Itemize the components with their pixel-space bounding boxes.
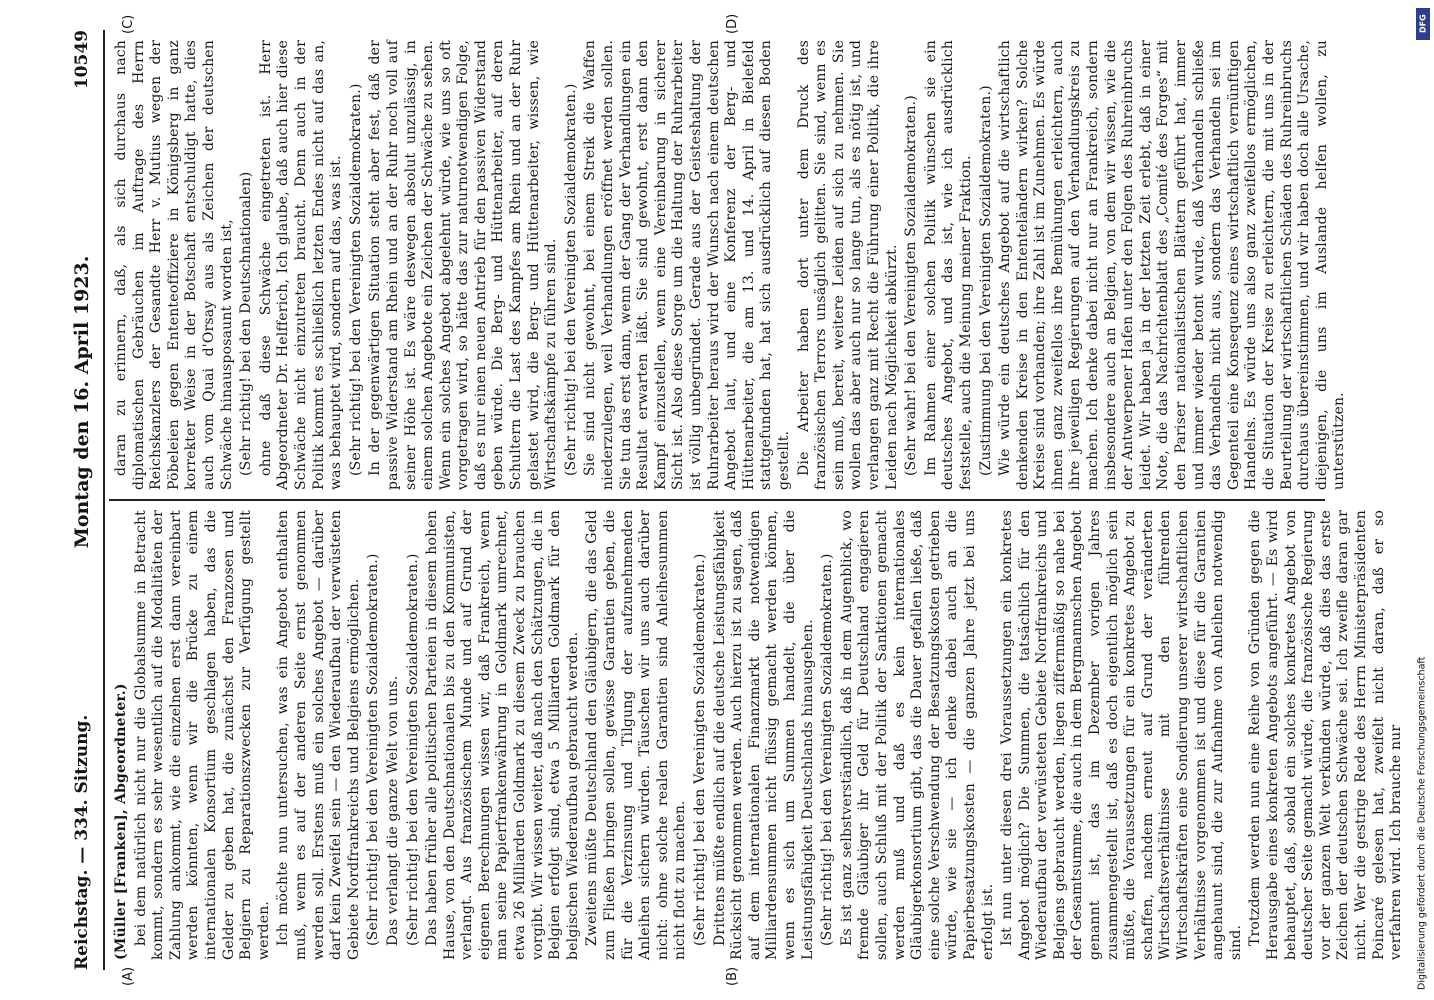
paragraph: ohne daß diese Schwäche eingetreten ist. Herr Abgeordneter Dr. Helfferich, Ich glaube, daß auch hier diese Schwäche nicht einzutreten braucht. Denn auch in der Politik kommt es schließlich letzten Endes nicht auf das an, was behauptet wird, sondern auf das, was ist. bbox=[257, 40, 345, 490]
page-number: 10549 bbox=[72, 30, 92, 90]
paragraph: Im Rahmen einer solchen Politik wünschen sie ein deutsches Angebot, und das ist, wie ich ausdrücklich feststelle, auch die Meinung meiner Fraktion. bbox=[922, 40, 974, 490]
paragraph: Wie würde ein deutsches Angebot auf die wirtschaftlich denkenden Kreise in den Ententeländern wirken? Solche Kreise sind vorhanden; ihre Zahl ist im Zunehmen. Es würde ihnen ganz zweifellos ihre Bemühungen erleichtern, auch ihre jeweiligen Regierungen auf den Verhandlungskreis zu machen. Ich denke dabei nicht nur an Frankreich, sondern insbesondere auch an Belgien, von dem wir wissen, wie die der Antwerpener Hafen unter den Folgen des Ruhreinbruchs leidet. Wir haben ja in der letzten Zeit erlebt, daß in einer Note, die das Nachrichtenblatt des „Comité des Forges“ mit den Pariser nationalistischen Blättern geführt hat, immer und immer wieder betont wurde, daß Verhandeln schließe das Verhandeln nicht aus, sondern das Verhandeln sei im Gegenteil eine Konsequenz eines wirtschaftlich vernünftigen Handelns. Es würde uns also ganz zweifellos ermöglichen, die Situation der Kreise zu erleichtern, die mit uns in der Beurteilung der wirtschaftlichen Schäden des Ruhreinbruchs durchaus übereinstimmen, und wir haben doch alle Ursache, diejenigen, die uns im Auslande helfen wollen, zu unterstützen. bbox=[997, 40, 1348, 490]
paragraph: (Sehr richtig! bei den Deutschnationalen) bbox=[238, 171, 255, 476]
paragraph: (Sehr richtig! bei den Vereinigten Sozialdemokraten.) bbox=[365, 553, 382, 946]
paragraph: Das haben früher alle politischen Parteien in diesem hohen Hause, von den Deutschnationalen bis zu den Kommunisten, verlangt. Aus französischem Munde und auf Grund der eigenen Berechnungen wissen wir, daß Frankreich, wenn man seine Papierfrankenwährung in Goldmark umrechnet, etwa 26 Milliarden Goldmark zu diesem Zweck zu brauchen vorgibt. Wir wissen weiter, daß nach den Schätzungen, die in Belgien erfolgt sind, etwa 5 Milliarden Goldmark für den belgischen Wiederaufbau gebraucht werden. bbox=[424, 510, 581, 960]
paragraph: (Müller [Franken], Abgeordneter.) bbox=[113, 683, 129, 960]
margin-mark-d: (D) bbox=[725, 13, 740, 34]
document-page bbox=[25, 0, 1405, 1000]
paragraph: Ich möchte nun untersuchen, was ein Angebot enthalten muß, wenn es auf der anderen Seite ernst genommen werden soll. Erstens muß ein solches Angebot — darüber darf kein Zweifel sein — den Wiederaufbau der verwüsteten Gebiete Nordfrankreichs und Belgiens ermöglichen. bbox=[275, 510, 362, 960]
left-column bbox=[113, 510, 1405, 960]
paragraph: Zweitens müßte Deutschland den Gläubigern, die das Geld zum Fließen bringen sollen, gewisse Garantien geben, die für die Verzinsung und Tilgung der aufzunehmenden Anleihen sichern würden. Täuschen wir uns auch darüber nicht: ohne solche realen Garantien sind Anleihesummen nicht flott zu machen. bbox=[584, 510, 689, 960]
paragraph: (Sehr richtig! bei den Vereinigten Sozialdemokraten.) bbox=[347, 83, 364, 476]
paragraph: (Sehr wahr! bei den Vereinigten Sozialdemokraten.) bbox=[903, 95, 920, 476]
header-date: Montag den 16. April 1923. bbox=[71, 255, 93, 549]
paragraph: Sie sind nicht gewohnt, bei einem Streik die Waffen niederzulegen, weil Verhandlungen eröffnet werden sollen. Sie tun das erst dann, wenn der Gang der Verhandlungen ein Resultat erwarten läßt. Sie sind gewohnt, erst dann den Kampf einzustellen, wenn eine Vereinbarung in sicherer Sicht ist. Also diese Sorge um die Haltung der Ruhrarbeiter ist völlig unbegründet. Gerade aus der Geisteshaltung der Ruhrarbeiter heraus wird der Wunsch nach einem deutschen Angebot laut, und eine Konferenz der Berg- und Hüttenarbeiter, die am 13. und 14. April in Bielefeld stattgefunden hat, hat sich ausdrücklich auf diesen Boden gestellt. bbox=[582, 40, 792, 490]
paragraph: In der gegenwärtigen Situation steht aber fest, daß der passive Widerstand am Rhein und an der Ruhr noch voll auf seiner Höhe ist. Es wäre deswegen absolut unzulässig, in einem solchen Angebote ein Zeichen der Schwäche zu sehen. Wenn ein solches Angebot abgelehnt würde, wie uns so oft vorgetragen wird, so hätte das zur naturnotwendigen Folge, daß es nur einen neuen Antrieb für den passiven Widerstand geben würde. Die Berg- und Hüttenarbeiter, auf deren Schultern die Last des Kampfes am Rhein und an der Ruhr gelastet wird, die Berg- und Hüttenarbeiter, wissen, wie Wirtschaftskämpfe zu führen sind. bbox=[367, 40, 560, 490]
paragraph: (Sehr richtig! bei den Vereinigten Sozialdemokraten.) bbox=[404, 553, 421, 946]
paragraph: Ist nun unter diesen drei Voraussetzungen ein konkretes Angebot möglich? Die Summen, die tatsächlich für den Wiederaufbau der verwüsteten Gebiete Nordfrankreichs und Belgiens gebraucht werden, liegen ziffernmäßig so nahe bei der Gesamtsumme, die auch in dem Bergmannschen Angebot genannt ist, das im Dezember vorigen Jahres zusammengestellt ist, daß es doch eigentlich möglich sein müßte, die Voraussetzungen für ein konkretes Angebot zu schaffen, nachdem erneut auf Grund der veränderten Wirtschaftsverhältnisse mit den führenden Wirtschaftskräften eine Sondierung unserer wirtschaftlichen Verhältnisse vorgenommen ist und diese für die Garantien angehaunt sind, die zur Aufnahme von Anleihen notwendig sind. bbox=[999, 510, 1244, 960]
paragraph: Drittens müßte endlich auf die deutsche Leistungsfähigkeit Rücksicht genommen werden. Auch hierzu ist zu sagen, daß auf dem internationalen Finanzmarkt die notwendigen Milliardensummen nicht flüssig gemacht werden können, wenn es sich um Summen handelt, die über die Leistungsfähigkeit Deutschlands hinausgehen. bbox=[711, 510, 816, 960]
paragraph: Das verlangt die ganze Welt von uns. bbox=[384, 675, 401, 946]
paragraph: (Sehr richtig! bei den Vereinigten Sozialdemokraten.) bbox=[692, 553, 708, 946]
paragraph: (Zustimmung bei den Vereinigten Sozialdemokraten.) bbox=[977, 85, 994, 476]
right-column bbox=[113, 40, 1348, 490]
paragraph: Trotzdem werden nun eine Reihe von Gründen gegen die Herausgabe eines konkreten Angebots angeführt. — Es wird behauptet, daß, sobald ein solches konkretes Angebot von deutscher Seite gemacht würde, die französische Regierung vor der ganzen Welt verkünden würde, daß dies das erste Zeichen der deutschen Schwäche sei. Ich zweifle daran gar nicht. Wer die gestrige Rede des Herrn Ministerpräsidenten Poincaré gelesen hat, zweifelt nicht daran, daß er so verfahren wird. Ich brauche nur bbox=[1247, 510, 1405, 960]
margin-mark-c: (C) bbox=[121, 14, 136, 34]
column-divider bbox=[109, 499, 1325, 501]
paragraph: bei dem natürlich nicht nur die Globalsumme in Betracht kommt, sondern es sehr wesentlich auf die Modalitäten der Zahlung ankommt, wie die einzelnen erst dann vereinbart werden könnten, wenn wir die Brücke zu einem internationalen Konsortium geschlagen haben, das die Gelder zu geben hat, die zunächst den Franzosen und Belgiern zu Reparationszwecken zur Verfügung gestellt werden. bbox=[132, 510, 272, 960]
header-left: Reichstag. — 334. Sitzung. bbox=[72, 714, 92, 970]
digitization-note: Digitalisierung gefördert durch die Deutsche Forschungsgemeinschaft bbox=[1416, 656, 1428, 990]
dfg-logo: DFG bbox=[1416, 8, 1430, 40]
paragraph: daran zu erinnern, daß, als sich durchaus nach diplomatischen Gebräuchen im Auftrage des Herrn Reichskanzlers der Gesandte Herr v. Mutius wegen der Pöbeleien gegen Ententeoffiziere in Königsberg in ganz korrekter Weise in der Botschaft entschuldigt hatte, dies auch vom Quai d'Orsay aus als Zeichen der deutschen Schwäche hinausposaunt worden ist, bbox=[113, 40, 235, 490]
header-rule bbox=[103, 30, 105, 970]
paragraph: (Sehr richtig! bei den Vereinigten Sozialdemokraten.) bbox=[562, 83, 579, 476]
margin-mark-a: (A) bbox=[121, 966, 136, 986]
paragraph: Die Arbeiter haben dort unter dem Druck des französischen Terrors unsäglich gelitten. Sie sind, wenn es sein muß, bereit, weitere Leiden auf sich zu nehmen. Sie wollen das aber auch nur so lange tun, als es nötig ist, und verlangen ganz mit Recht die Führung einer Politik, die ihre Leiden nach Möglichkeit abkürzt. bbox=[795, 40, 900, 490]
paragraph: Es ist ganz selbstverständlich, daß in dem Augenblick, wo fremde Gläubiger ihr Geld für Deutschland engagieren sollen, auch Schluß mit der Politik der Sanktionen gemacht werden muß und daß es kein internationales Gläubigerkonsortium gibt, das die Dauer gefallen ließe, daß eine solche Verschwendung der Besatzungskosten getrieben würde, wie sie — ich denke dabei auch an die Papierbesatzungskosten — die ganzen Jahre jetzt bei uns erfolgt ist. bbox=[838, 510, 996, 960]
paragraph: (Sehr richtig! bei den Vereinigten Sozialdemokraten.) bbox=[819, 553, 836, 946]
margin-mark-b: (B) bbox=[725, 966, 740, 986]
page-header bbox=[65, 0, 99, 1000]
